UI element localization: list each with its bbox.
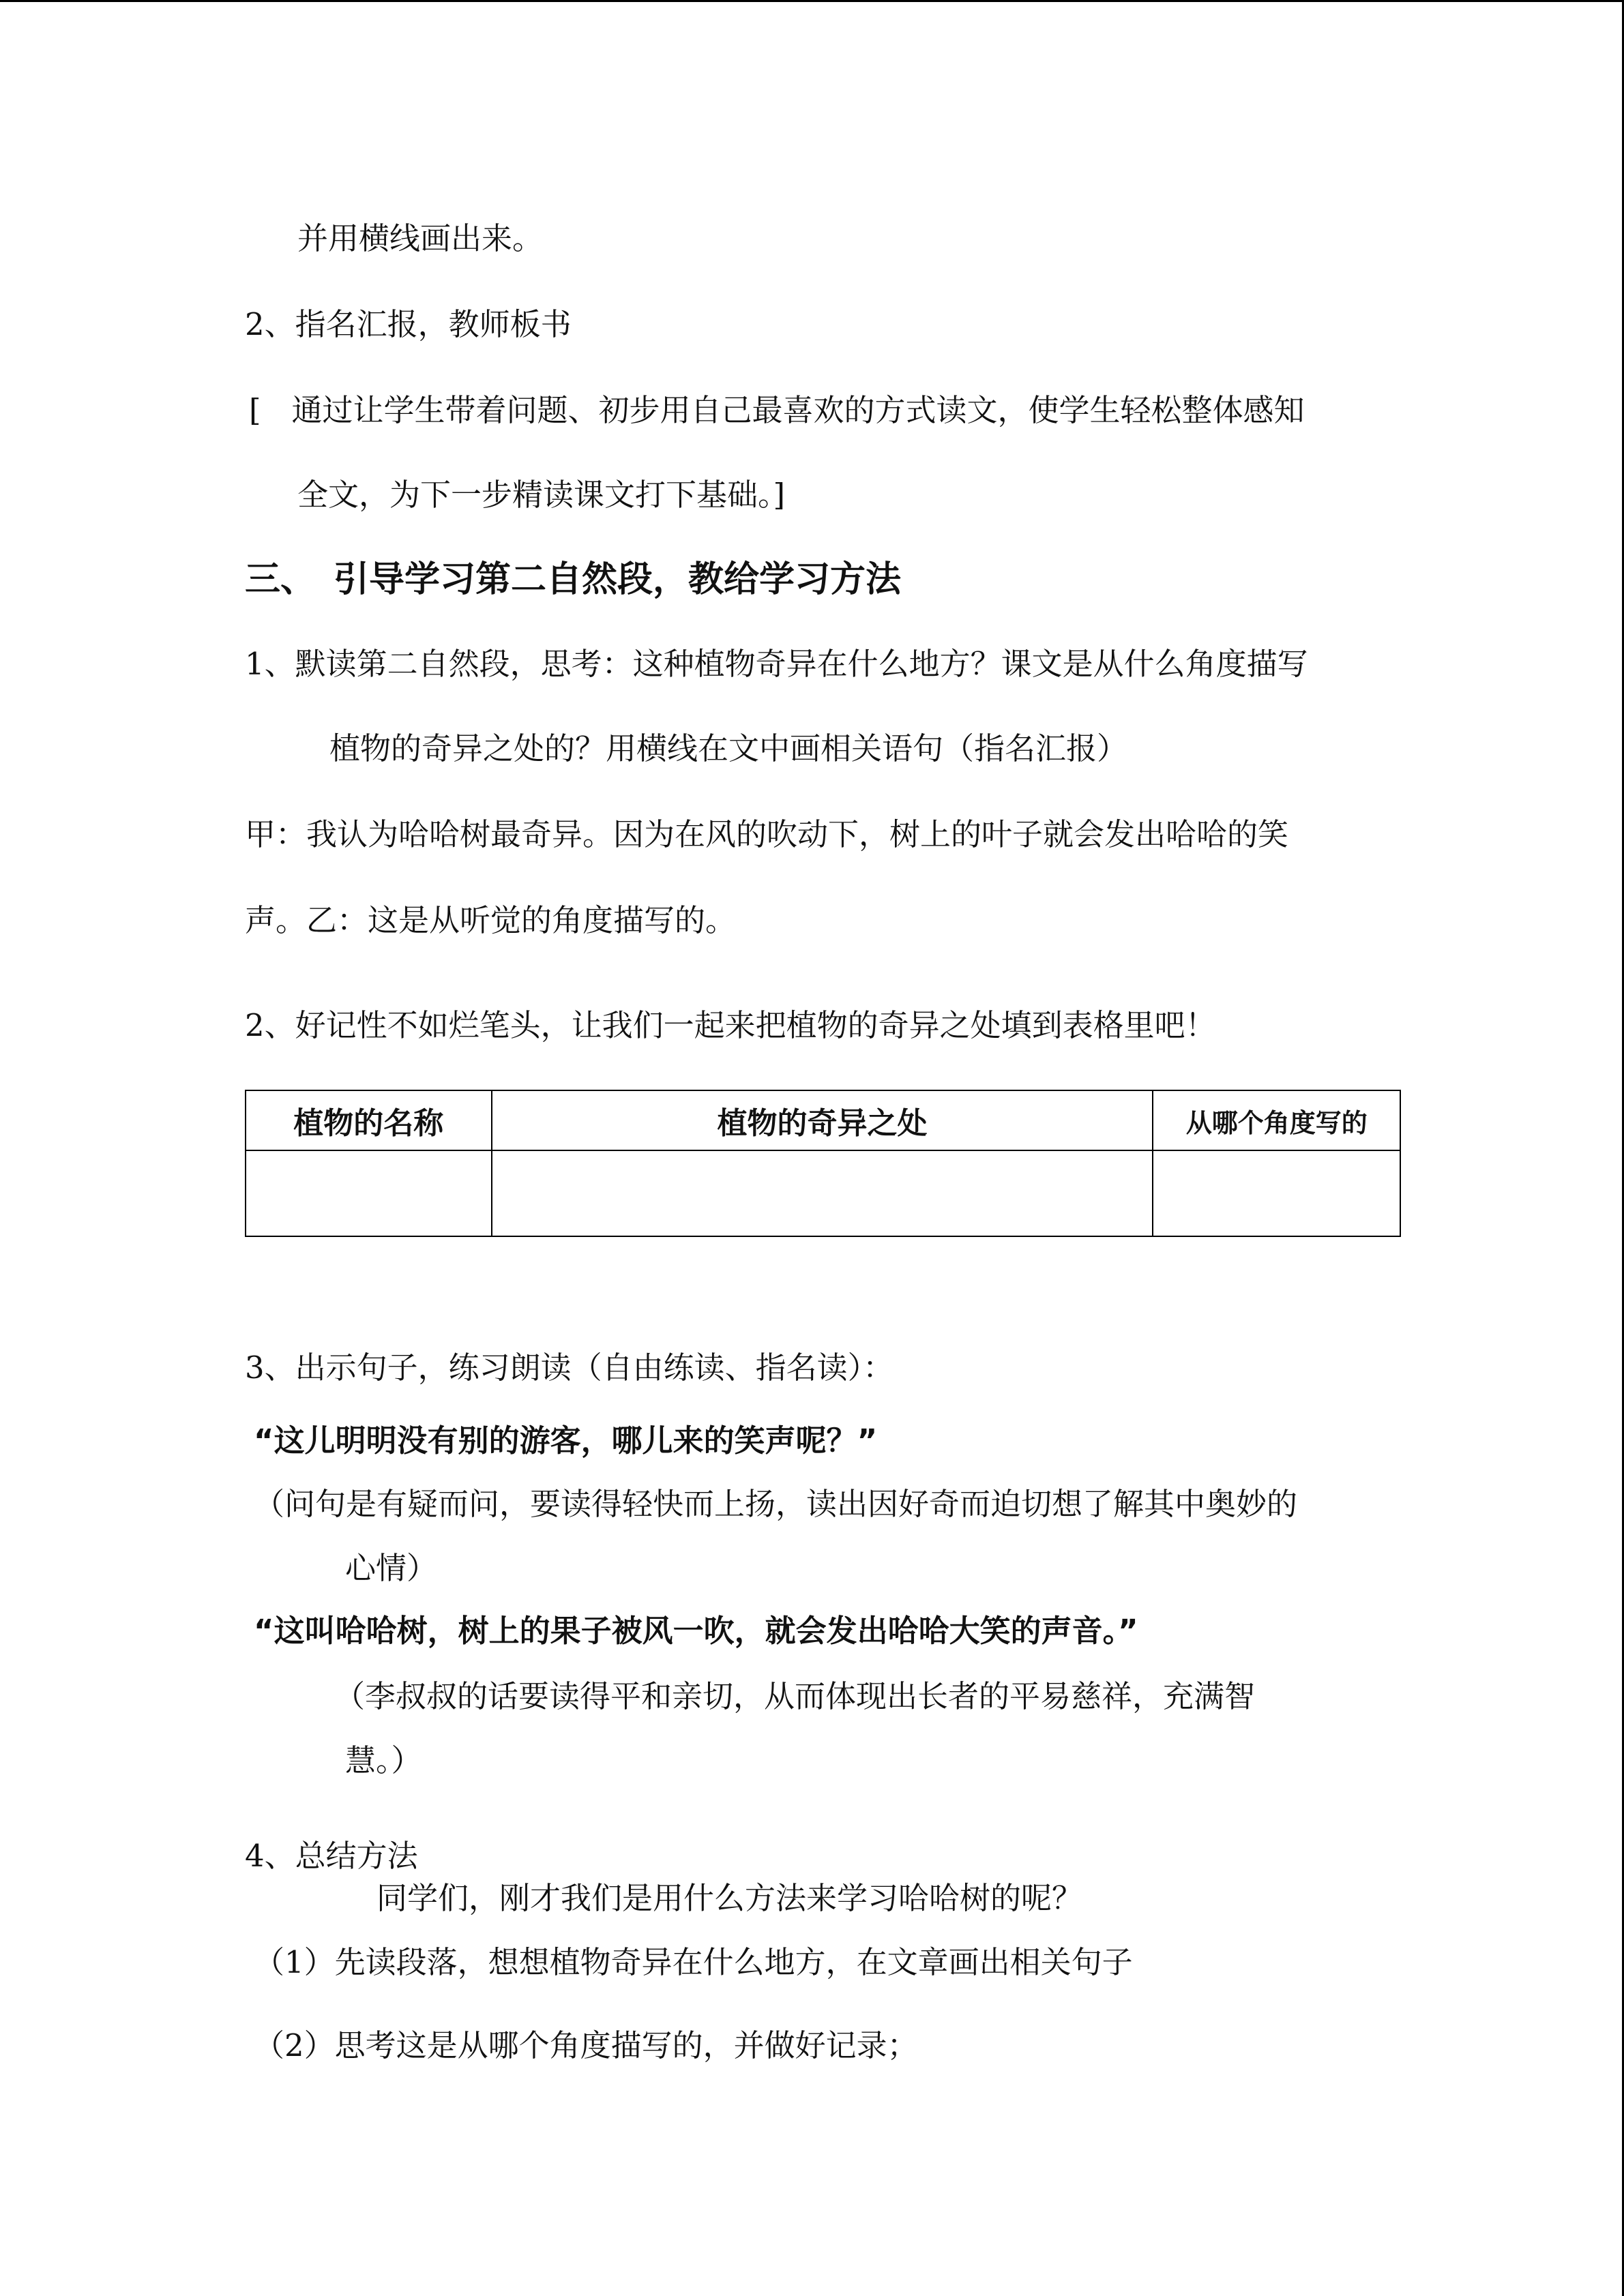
- text-line-4: 全文，为下一步精读课文打下基础。]: [297, 477, 786, 513]
- header-plant-name: 植物的名称: [246, 1090, 492, 1150]
- text-line-18: （2）思考这是从哪个角度描写的，并做好记录；: [254, 2027, 918, 2063]
- text-line-2: 2、指名汇报，教师板书: [245, 306, 572, 342]
- text-line-6: 植物的奇异之处的？用横线在文中画相关语句（指名汇报）: [329, 730, 1128, 766]
- text-line-12: 心情）: [345, 1550, 438, 1586]
- text-line-7: 甲：我认为哈哈树最奇异。因为在风的吹动下，树上的叶子就会发出哈哈的笑: [245, 816, 1289, 852]
- plant-table: [245, 1090, 1401, 1237]
- text-line-10: 3、出示句子，练习朗读（自由练读、指名读）：: [245, 1350, 894, 1386]
- text-line-1: 并用横线画出来。: [297, 220, 544, 256]
- text-line-3: [ 通过让学生带着问题、初步用自己最喜欢的方式读文，使学生轻松整体感知: [249, 392, 1305, 428]
- text-line-14: 慧。）: [345, 1742, 422, 1778]
- header-perspective: 从哪个角度写的: [1153, 1090, 1400, 1150]
- text-line-5: 1、默读第二自然段，思考：这种植物奇异在什么地方？课文是从什么角度描写: [245, 646, 1308, 682]
- table-cell: [492, 1150, 1153, 1236]
- text-line-9: 2、好记性不如烂笔头，让我们一起来把植物的奇异之处填到表格里吧！: [245, 1007, 1216, 1043]
- table-header-row: [246, 1090, 1400, 1150]
- quote-2: “这叫哈哈树，树上的果子被风一吹，就会发出哈哈大笑的声音。”: [254, 1613, 1138, 1649]
- text-line-15: 4、总结方法: [245, 1838, 418, 1874]
- text-line-13: （李叔叔的话要读得平和亲切，从而体现出长者的平易慈祥，充满智: [334, 1678, 1256, 1714]
- table-cell: [1153, 1150, 1400, 1236]
- quote-1: “这儿明明没有别的游客，哪儿来的笑声呢？”: [254, 1422, 878, 1459]
- table-cell: [246, 1150, 492, 1236]
- table-row: [246, 1150, 1400, 1236]
- text-line-11: （问句是有疑而问，要读得轻快而上扬，读出因好奇而迫切想了解其中奥妙的: [254, 1486, 1298, 1522]
- section-heading-3: 三、 引导学习第二自然段，教给学习方法: [245, 559, 902, 600]
- text-line-8: 声。乙：这是从听觉的角度描写的。: [245, 902, 737, 938]
- text-line-16: 同学们，刚才我们是用什么方法来学习哈哈树的呢？: [377, 1880, 1083, 1916]
- header-plant-feature: 植物的奇异之处: [492, 1090, 1153, 1150]
- text-line-17: （1）先读段落，想想植物奇异在什么地方，在文章画出相关句子: [254, 1944, 1133, 1980]
- page-top-border: [0, 0, 1624, 2]
